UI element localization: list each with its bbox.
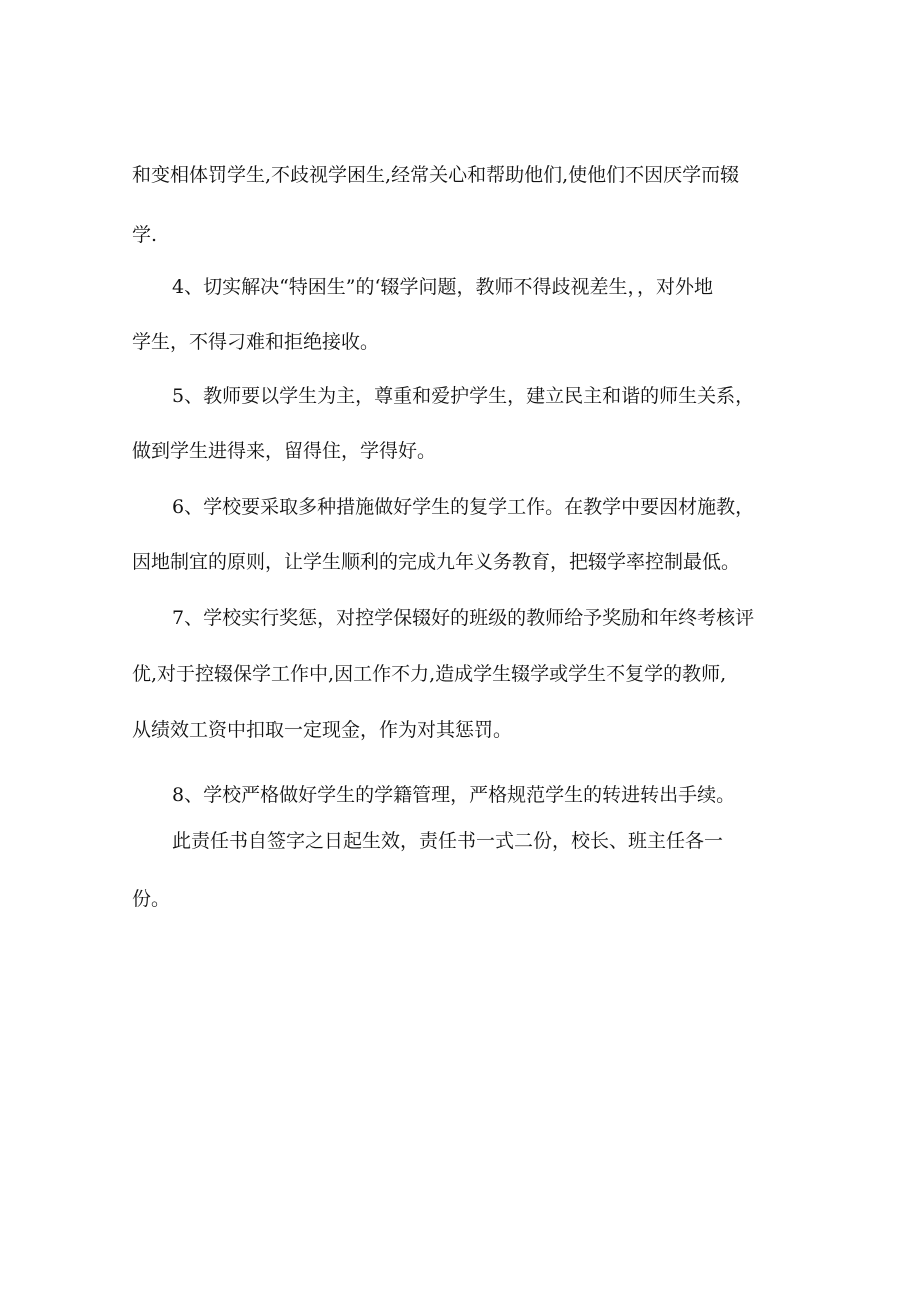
text-line: 8、学校严格做好学生的学籍管理，严格规范学生的转进转出手续。 (172, 784, 736, 806)
paragraph-closing (132, 812, 723, 928)
paragraph-item-4 (132, 260, 713, 370)
text-line: 做到学生进得来，留得住，学得好。 (132, 440, 437, 462)
paragraph-item-6 (132, 480, 754, 590)
paragraph-item-5 (132, 369, 754, 479)
text-line: 因地制宜的原则，让学生顺利的完成九年义务教育，把辍学率控制最低。 (132, 551, 741, 573)
text-line: 份。 (132, 888, 171, 910)
text-line: 4、切实解决“特困生”的‘辍学问题，教师不得歧视差生，，对外地 (172, 276, 714, 298)
text-line: 5、教师要以学生为主，尊重和爱护学生，建立民主和谐的师生关系， (172, 385, 755, 407)
text-line: 优,对于控辍保学工作中,因工作不力,造成学生辍学或学生不复学的教师, (132, 663, 727, 685)
paragraph-item-7 (132, 590, 754, 758)
text-line: 和变相体罚学生,不歧视学困生,经常关心和帮助他们,使他们不因厌学而辍 (132, 164, 740, 186)
text-line: 从绩效工资中扣取一定现金，作为对其惩罚。 (132, 719, 513, 741)
paragraph-continuation (132, 145, 739, 265)
text-line: 6、学校要采取多种措施做好学生的复学工作。在教学中要因材施教， (172, 496, 755, 518)
text-line: 学. (132, 224, 158, 246)
text-line: 此责任书自签字之日起生效，责任书一式二份，校长、班主任各一 (172, 830, 724, 852)
text-line: 学生，不得刁难和拒绝接收。 (132, 331, 380, 353)
text-line: 7、学校实行奖惩，对控学保辍好的班级的教师给予奖励和年终考核评 (172, 607, 755, 629)
